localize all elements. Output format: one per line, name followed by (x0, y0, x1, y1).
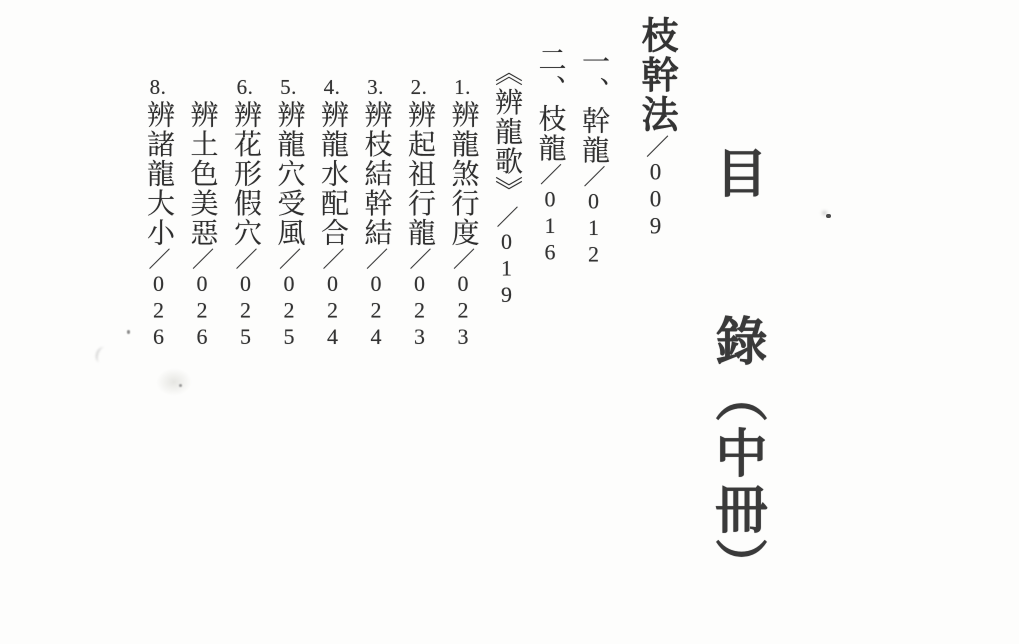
entry-label: 辨起祖行龍 (404, 100, 435, 248)
scan-smudge (156, 368, 192, 396)
toc-entry (267, 75, 311, 351)
toc-entry (398, 75, 442, 351)
entry-page: ／025 (233, 247, 258, 351)
entry-number: 8. (149, 75, 167, 99)
toc-entry (485, 58, 529, 351)
entry-label: 辨枝結幹結 (360, 100, 392, 248)
scan-smudge (179, 384, 182, 387)
entry-label: 辨龍穴受風 (273, 100, 305, 248)
entry-number: 1. (454, 75, 471, 99)
entry-number: 6. (236, 75, 254, 99)
toc-entry (354, 75, 398, 351)
entry-label: 《辨龍歌》 (491, 58, 522, 206)
entry-number: 3. (367, 75, 384, 99)
scan-smudge (94, 346, 110, 365)
page-title: 目 錄（中冊） (707, 146, 764, 594)
entry-label: 辨花形假穴 (230, 100, 261, 248)
entry-number: 4. (323, 75, 341, 99)
entry-page: ／025 (276, 247, 302, 351)
entry-page: ／023 (407, 247, 432, 351)
toc-entry (528, 45, 572, 351)
entry-page: ／019 (494, 205, 519, 309)
entry-page: ／016 (537, 163, 563, 266)
entry-number: 5. (280, 75, 297, 99)
section-header-page: ／009 (643, 134, 668, 241)
section-header-label: 枝幹法 (635, 16, 676, 135)
entry-label: 一、幹龍 (578, 47, 609, 165)
entry-label: 二、枝龍 (534, 45, 566, 163)
entry-page: ／024 (320, 247, 345, 351)
scan-speck (127, 330, 130, 334)
toc-entry (311, 75, 355, 351)
toc-section-header (633, 16, 677, 351)
entry-page: ／024 (363, 247, 389, 351)
entry-page: ／026 (146, 247, 171, 351)
entry-page: ／012 (581, 165, 606, 268)
toc-entry (137, 75, 181, 351)
entry-page: ／026 (189, 247, 215, 351)
table-of-contents (137, 16, 678, 351)
entry-label: 辨土色美惡 (186, 100, 218, 248)
toc-entry (180, 100, 224, 351)
entry-label: 辨龍水配合 (317, 100, 348, 248)
entry-label: 辨龍煞行度 (447, 100, 479, 248)
entry-page: ／023 (450, 247, 476, 351)
toc-entry (441, 75, 485, 351)
entry-label: 辨諸龍大小 (143, 100, 174, 248)
toc-entry (572, 47, 616, 351)
toc-entry (224, 75, 268, 351)
entry-number: 2. (410, 75, 428, 99)
scan-speck (826, 214, 831, 218)
